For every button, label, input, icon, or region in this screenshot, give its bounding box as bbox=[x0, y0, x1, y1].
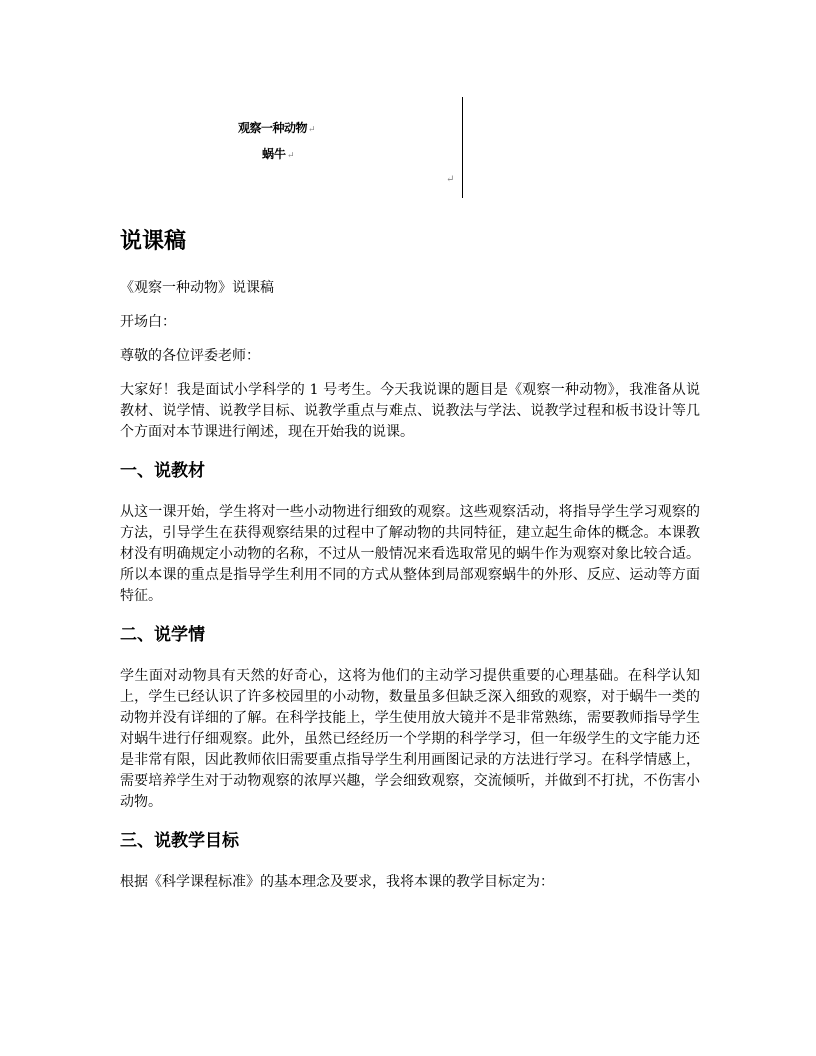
document-body bbox=[120, 226, 700, 908]
greeting: 尊敬的各位评委老师： bbox=[120, 348, 260, 364]
opening-paragraph: 大家好！我是面试小学科学的 1 号考生。今天我说课的题目是《观察一种动物》，我准备从说教材、说学情、说教学目标、说教学重点与难点、说教法与学法、说教学过程和板书设计等几个方面对本节课进行阐述，现在开始我的说课。 bbox=[120, 382, 700, 440]
section-heading-students: 二、说学情 bbox=[120, 625, 205, 645]
section-text-objectives: 根据《科学课程标准》的基本理念及要求，我将本课的教学目标定为： bbox=[120, 874, 554, 890]
section-text-textbook: 从这一课开始，学生将对一些小动物进行细致的观察。这些观察活动，将指导学生学习观察的方法，引导学生在获得观察结果的过程中了解动物的共同特征，建立起生命体的概念。本课教材没有明确规定小动物的名称，不过从一般情况来看选取常见的蜗牛作为观察对象比较合适。所以本课的重点是指导学生利用不同的方式从整体到局部观察蜗牛的外形、反应、运动等方面特征。 bbox=[120, 504, 700, 604]
document-heading: 说课稿 bbox=[120, 228, 187, 254]
section-heading-textbook: 一、说教材 bbox=[120, 461, 205, 481]
opening-label: 开场白： bbox=[120, 314, 176, 330]
paragraph-mark-icon: ↵ bbox=[446, 174, 455, 185]
header-title: 观察一种动物↵ bbox=[238, 121, 316, 135]
paragraph-mark-icon: ↵ bbox=[308, 125, 316, 135]
section-heading-objectives: 三、说教学目标 bbox=[120, 831, 239, 851]
vertical-divider bbox=[462, 97, 463, 198]
paragraph-mark-icon: ↵ bbox=[287, 151, 295, 161]
section-text-students: 学生面对动物具有天然的好奇心，这将为他们的主动学习提供重要的心理基础。在科学认知上，学生已经认识了许多校园里的小动物，数量虽多但缺乏深入细致的观察，对于蜗牛一类的动物并没有详细的了解。在科学技能上，学生使用放大镜并不是非常熟练，需要教师指导学生对蜗牛进行仔细观察。此外，虽然已经经历一个学期的科学学习，但一年级学生的文字能力还是非常有限，因此教师依旧需要重点指导学生利用画图记录的方法进行学习。在科学情感上，需要培养学生对于动物观察的浓厚兴趣，学会细致观察，交流倾听，并做到不打扰，不伤害小动物。 bbox=[120, 668, 700, 810]
header-subtitle: 蜗牛↵ bbox=[262, 147, 295, 161]
intro-title: 《观察一种动物》说课稿 bbox=[120, 280, 274, 296]
document-header bbox=[0, 0, 816, 210]
